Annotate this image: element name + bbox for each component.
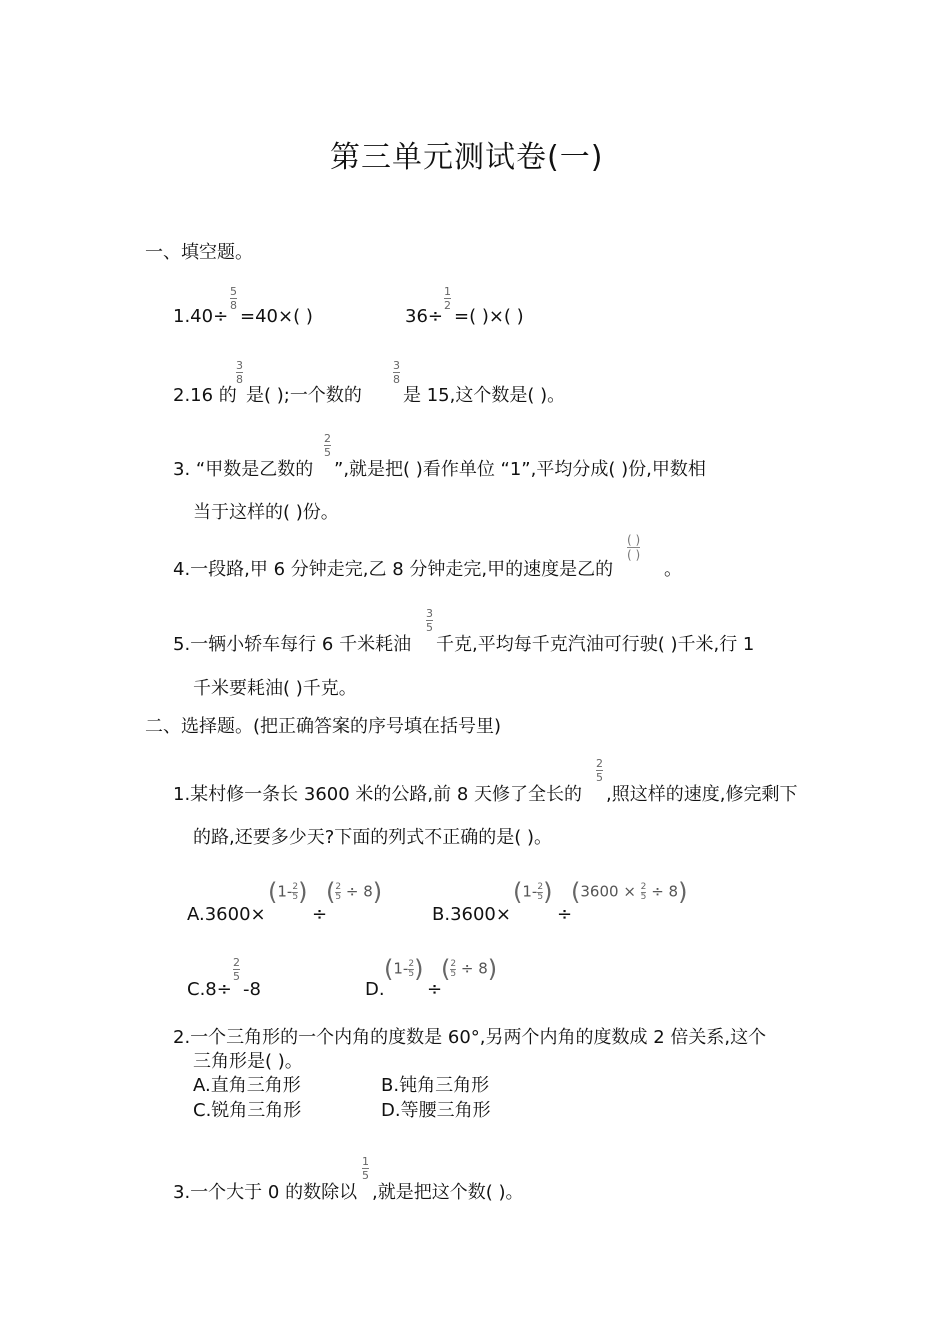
choice-q3-a: 3.一个大于 0 的数除以 <box>173 1182 358 1203</box>
page-title: 第三单元测试卷(一) <box>330 140 604 175</box>
fraction-2-5: 2 5 <box>324 432 331 459</box>
option-a-divide: ÷ <box>312 904 328 925</box>
fill-q1-d: =( )×( ) <box>454 306 524 327</box>
choice-q1-a: 1.某村修一条长 3600 米的公路,前 8 天修了全长的 <box>173 784 583 805</box>
fraction-3-5: 3 5 <box>426 607 433 634</box>
expr-1-minus-2-5: $(1-\frac{2}{5})$ <box>384 955 424 983</box>
option-d-label: D. <box>365 979 385 1000</box>
fill-q2-b: 是( );一个数的 <box>246 385 362 406</box>
fraction-2-5: 2 5 <box>596 757 603 784</box>
fraction-3-8: 3 8 <box>393 359 400 386</box>
choice-q2-option-d: D.等腰三角形 <box>381 1100 491 1121</box>
choice-q1-line2: 的路,还要多少天?下面的列式不正确的是( )。 <box>193 827 553 848</box>
choice-q2-a: 2.一个三角形的一个内角的度数是 60°,另两个内角的度数成 2 倍关系,这个 <box>173 1027 767 1048</box>
fill-q1-b: =40×( ) <box>240 306 313 327</box>
option-d-divide: ÷ <box>427 979 443 1000</box>
fill-q1-a: 1.40÷ <box>173 306 229 327</box>
expr-1-minus-2-5: $(1-\frac{2}{5})$ <box>513 878 553 906</box>
choice-q1-b: ,照这样的速度,修完剩下 <box>606 784 798 805</box>
expr-2-5-div-8: $(\frac{2}{5} \div 8)$ <box>326 878 383 906</box>
fill-q1-c: 36÷ <box>405 306 443 327</box>
option-a-label: A.3600× <box>187 904 266 925</box>
expr-2-5-div-8: $(\frac{2}{5} \div 8)$ <box>441 955 498 983</box>
fraction-2-5: 2 5 <box>233 956 240 983</box>
section-fill-heading: 一、填空题。 <box>145 242 253 263</box>
fill-q5-line2: 千米要耗油( )千克。 <box>193 678 357 699</box>
expr-3600-times-2-5-div-8: $(3600 \times \frac{2}{5} \div 8)$ <box>571 878 688 906</box>
fraction-1-5: 1 5 <box>362 1155 369 1182</box>
fraction-1-2: 1 2 <box>444 285 451 312</box>
fill-q2-c: 是 15,这个数是( )。 <box>403 385 566 406</box>
choice-q2-line2: 三角形是( )。 <box>193 1051 303 1072</box>
fraction-3-8: 3 8 <box>236 359 243 386</box>
expr-1-minus-2-5: $(1-\frac{2}{5})$ <box>268 878 308 906</box>
choice-q2-option-a: A.直角三角形 <box>193 1075 301 1096</box>
fill-q2-a: 2.16 的 <box>173 385 237 406</box>
fill-q3-line2: 当于这样的( )份。 <box>193 502 339 523</box>
choice-q2-option-b: B.钝角三角形 <box>381 1075 490 1096</box>
choice-q2-option-c: C.锐角三角形 <box>193 1100 302 1121</box>
fill-q4-b: 。 <box>664 559 682 580</box>
section-choice-heading: 二、选择题。(把正确答案的序号填在括号里) <box>145 716 502 737</box>
fill-q3-a: 3. “甲数是乙数的 <box>173 459 314 480</box>
option-c-tail: -8 <box>243 979 261 1000</box>
choice-q3-b: ,就是把这个数( )。 <box>372 1182 524 1203</box>
blank-fraction: ( ) ( ) <box>627 533 641 562</box>
option-c-label: C.8÷ <box>187 979 232 1000</box>
fill-q3-b: ”,就是把( )看作单位 “1”,平均分成( )份,甲数相 <box>334 459 706 480</box>
fill-q4-a: 4.一段路,甲 6 分钟走完,乙 8 分钟走完,甲的速度是乙的 <box>173 559 614 580</box>
fill-q5-b: 千克,平均每千克汽油可行驶( )千米,行 1 <box>436 634 755 655</box>
option-b-divide: ÷ <box>557 904 573 925</box>
option-b-label: B.3600× <box>432 904 511 925</box>
fraction-5-8: 5 8 <box>230 285 237 312</box>
fill-q5-a: 5.一辆小轿车每行 6 千米耗油 <box>173 634 412 655</box>
